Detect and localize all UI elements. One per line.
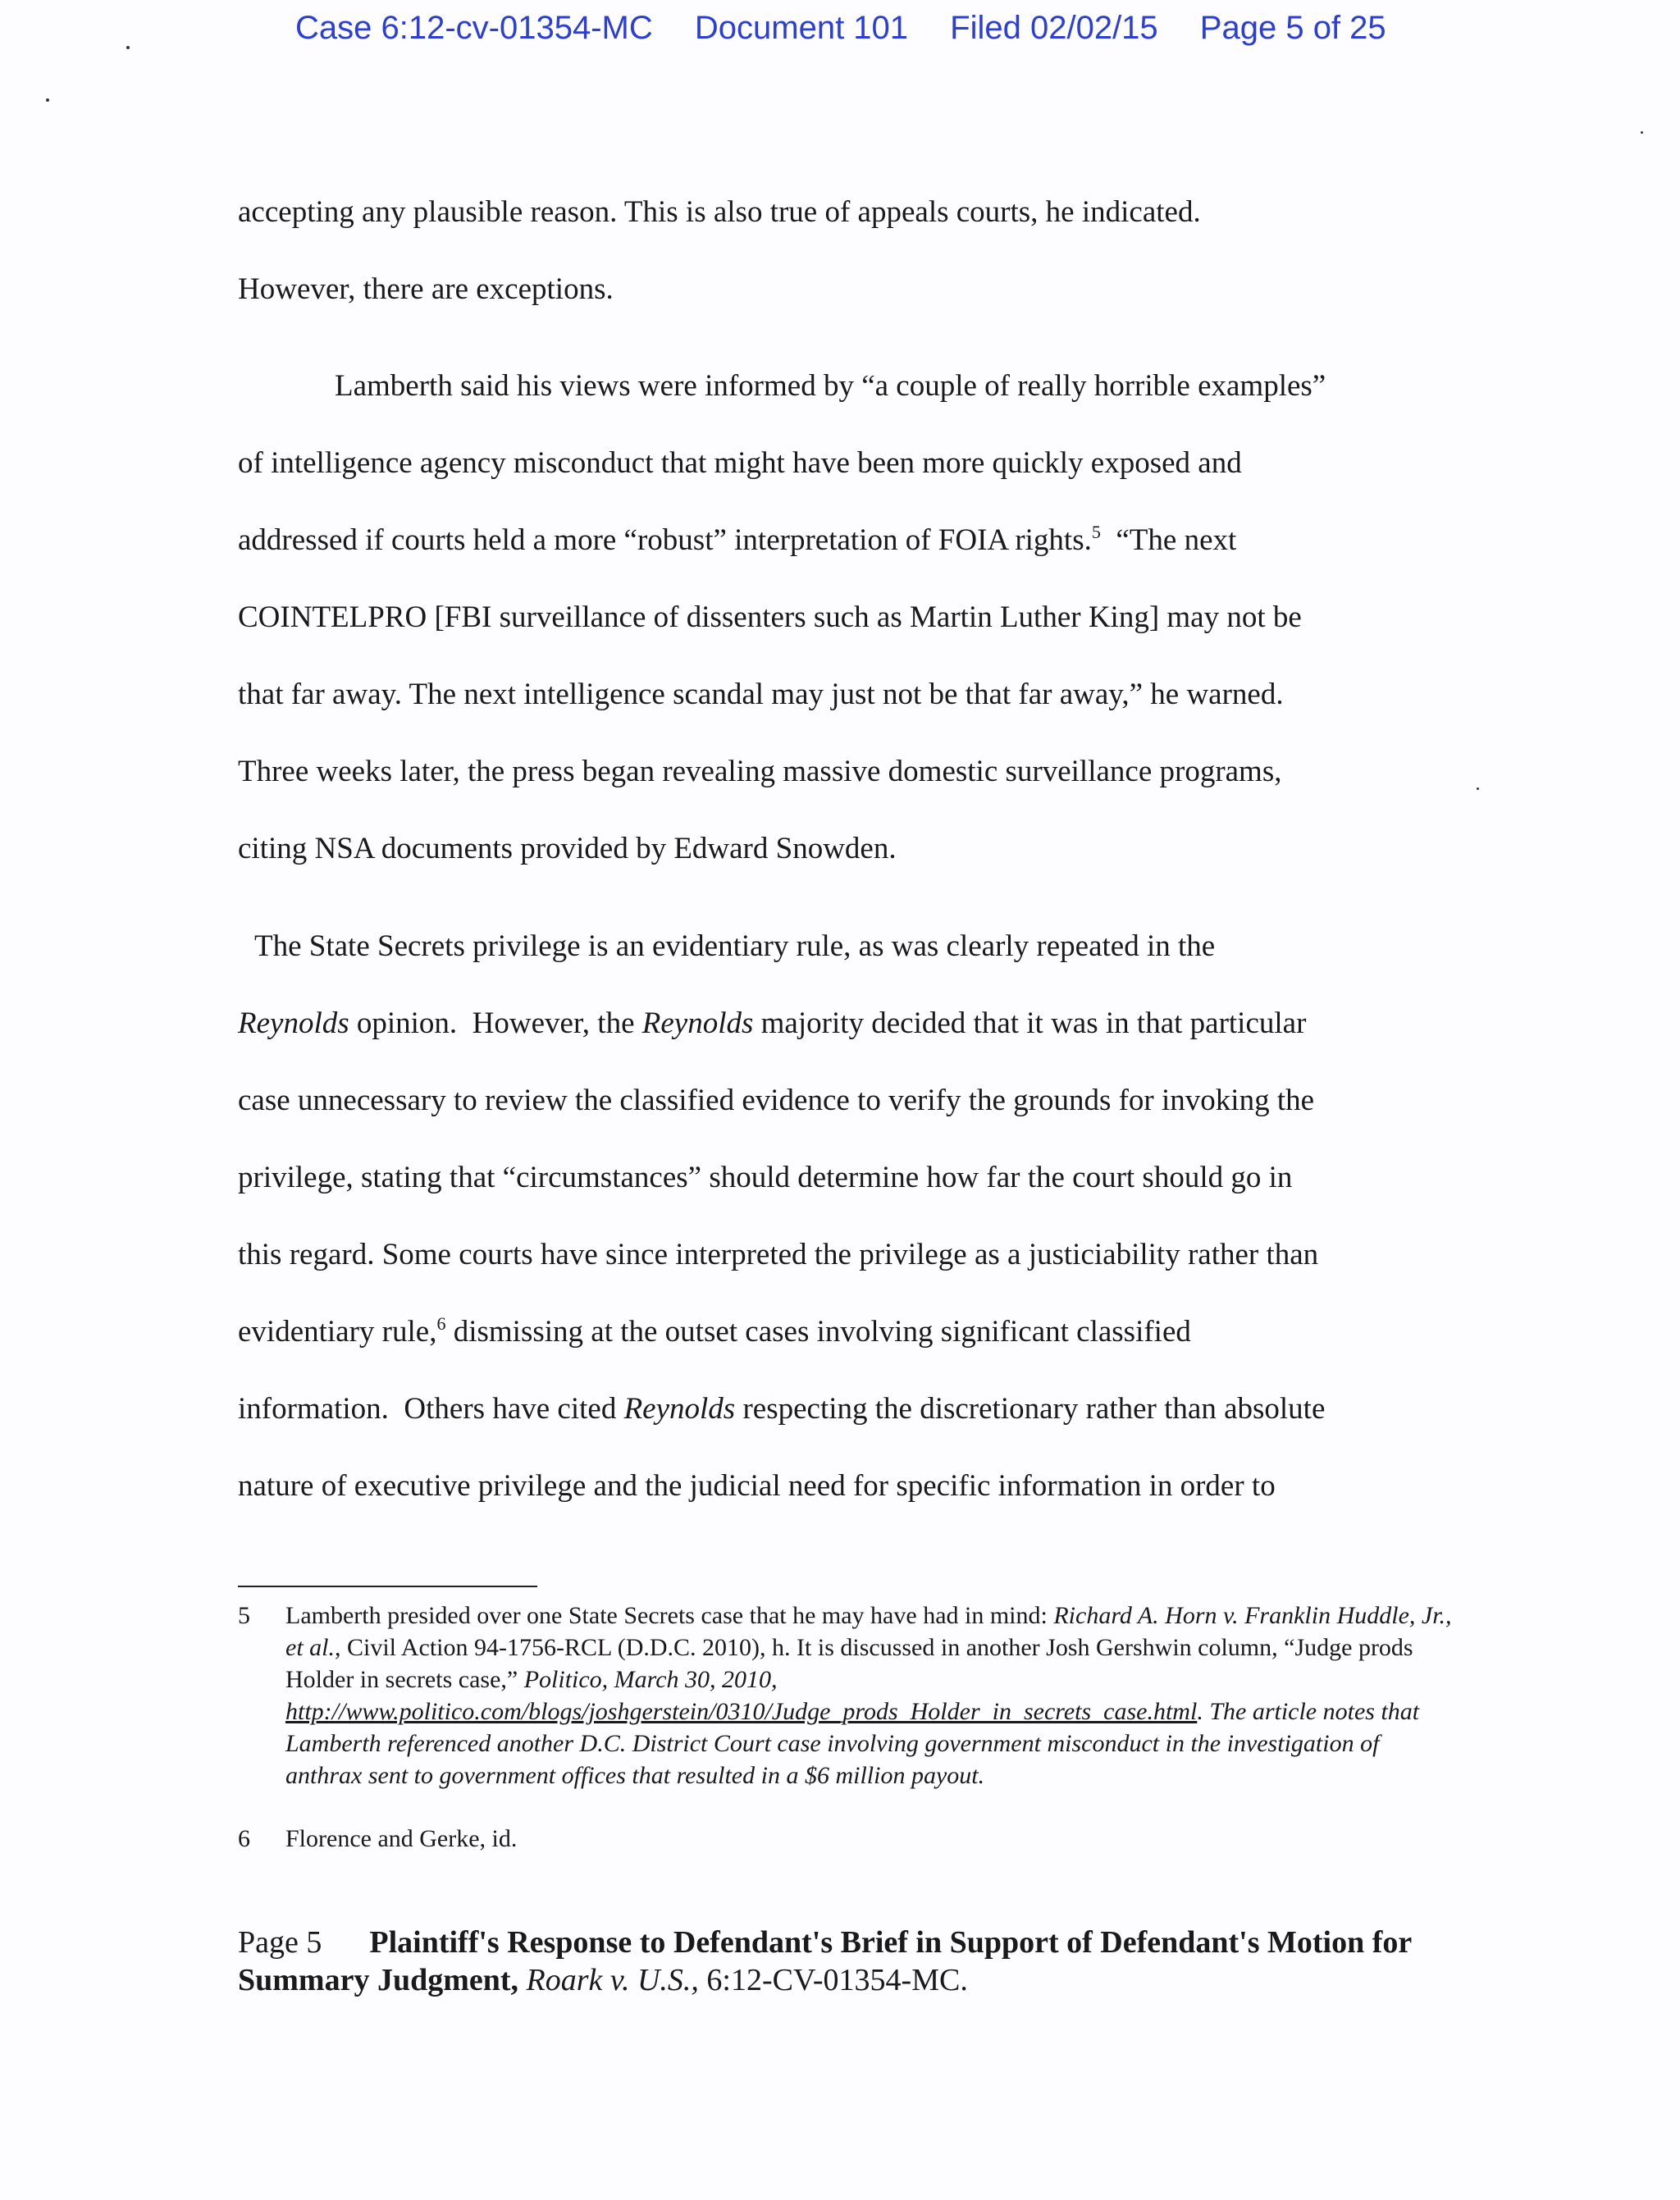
case-name: Reynolds bbox=[623, 1392, 736, 1426]
text-line: Three weeks later, the press began revealing massive domestic surveillance programs, bbox=[238, 755, 1282, 788]
text-line bbox=[238, 985, 1444, 1062]
footnote-ref-5: 5 bbox=[1091, 522, 1101, 542]
text-line: of intelligence agency misconduct that might have been more quickly exposed and bbox=[238, 446, 1242, 480]
scan-speck bbox=[126, 46, 130, 49]
text-span: information. Others have cited bbox=[238, 1392, 624, 1426]
footnotes bbox=[238, 1600, 1452, 1886]
text-line bbox=[238, 1371, 1444, 1448]
footnote-number: 6 bbox=[238, 1825, 250, 1852]
scan-speck bbox=[46, 98, 49, 102]
case-citation: Richard A. Horn v. Franklin Huddle, Jr., et al. bbox=[285, 1602, 1452, 1661]
text-line: case unnecessary to review the classified evidence to verify the grounds for invoking the bbox=[238, 1084, 1315, 1117]
text-line: citing NSA documents provided by Edward Snowden. bbox=[238, 832, 897, 865]
text-span: “The next bbox=[1100, 523, 1237, 557]
header-case-number: Case 6:12-cv-01354-MC bbox=[295, 10, 653, 46]
scan-speck bbox=[1477, 787, 1479, 790]
text-line: The State Secrets privilege is an evidentiary rule, as was clearly repeated in the bbox=[254, 929, 1216, 963]
text-span: dismissing at the outset cases involving significant classified bbox=[445, 1315, 1191, 1349]
footnote-number: 5 bbox=[238, 1602, 250, 1629]
footnote-6 bbox=[238, 1823, 1452, 1855]
publication: Politico, March 30, 2010, bbox=[523, 1666, 778, 1693]
text-line bbox=[238, 502, 1444, 579]
text-line: COINTELPRO [FBI surveillance of dissenters such as Martin Luther King] may not be bbox=[238, 600, 1302, 634]
scan-speck bbox=[1641, 131, 1643, 134]
text-span: , Civil Action 94-1756-RCL (D.D.C. 2010), h. It is discussed in another Josh Gershwin column, “Judge prods Holder in secrets case,” bbox=[285, 1634, 1413, 1693]
page-footer bbox=[238, 1924, 1468, 1999]
text-line: that far away. The next intelligence scandal may just not be that far away,” he warned. bbox=[238, 678, 1284, 711]
footnote-text: Florence and Gerke, id. bbox=[285, 1825, 518, 1852]
text-span: . The article notes that Lamberth referenced another D.C. District Court case involving government misconduct in the investigation of anthrax sent to government offices that resulted in a $6 million payout. bbox=[285, 1698, 1420, 1789]
footnote-ref-6: 6 bbox=[436, 1313, 446, 1334]
text-line bbox=[238, 1294, 1444, 1371]
case-header bbox=[295, 10, 1386, 47]
text-line: Lamberth said his views were informed by “a couple of really horrible examples” bbox=[335, 369, 1326, 403]
header-page-number: Page 5 of 25 bbox=[1199, 10, 1386, 46]
text-line: nature of executive privilege and the judicial need for specific information in order to bbox=[238, 1469, 1276, 1503]
text-span: majority decided that it was in that particular bbox=[753, 1006, 1307, 1040]
text-span: respecting the discretionary rather than absolute bbox=[735, 1392, 1326, 1426]
text-line: this regard. Some courts have since interpreted the privilege as a justiciability rather than bbox=[238, 1238, 1319, 1271]
text-span: addressed if courts held a more “robust” interpretation of FOIA rights. bbox=[238, 523, 1092, 557]
footer-title: Plaintiff's Response to Defendant's Brief in Support of Defendant's Motion for Summary Judgment, bbox=[238, 1925, 1412, 1997]
politico-link[interactable]: http://www.politico.com/blogs/joshgerstein/0310/Judge_prods_Holder_in_secrets_case.html bbox=[285, 1698, 1198, 1725]
text-span: opinion. However, the bbox=[349, 1006, 642, 1040]
footer-case-number: 6:12-CV-01354-MC. bbox=[698, 1963, 968, 1997]
header-filed-date: Filed 02/02/15 bbox=[950, 10, 1158, 46]
case-name: Reynolds bbox=[641, 1006, 754, 1040]
text-span: Lamberth presided over one State Secrets case that he may have had in mind: bbox=[285, 1602, 1054, 1629]
text-line: accepting any plausible reason. This is also true of appeals courts, he indicated. bbox=[238, 195, 1201, 229]
footnote-text bbox=[285, 1600, 1452, 1791]
footer-case-name: Roark v. U.S., bbox=[518, 1963, 699, 1997]
footnote-divider bbox=[238, 1586, 537, 1587]
paragraph-1 bbox=[238, 174, 1444, 328]
text-span: evidentiary rule, bbox=[238, 1315, 437, 1349]
case-name: Reynolds bbox=[238, 1006, 349, 1040]
paragraph-2 bbox=[238, 348, 1444, 888]
text-line: However, there are exceptions. bbox=[238, 272, 614, 306]
header-document-number: Document 101 bbox=[694, 10, 909, 46]
footer-page-number: Page 5 bbox=[238, 1925, 322, 1960]
paragraph-3 bbox=[238, 908, 1444, 1525]
footnote-5 bbox=[238, 1600, 1452, 1791]
text-line: privilege, stating that “circumstances” should determine how far the court should go in bbox=[238, 1161, 1293, 1194]
